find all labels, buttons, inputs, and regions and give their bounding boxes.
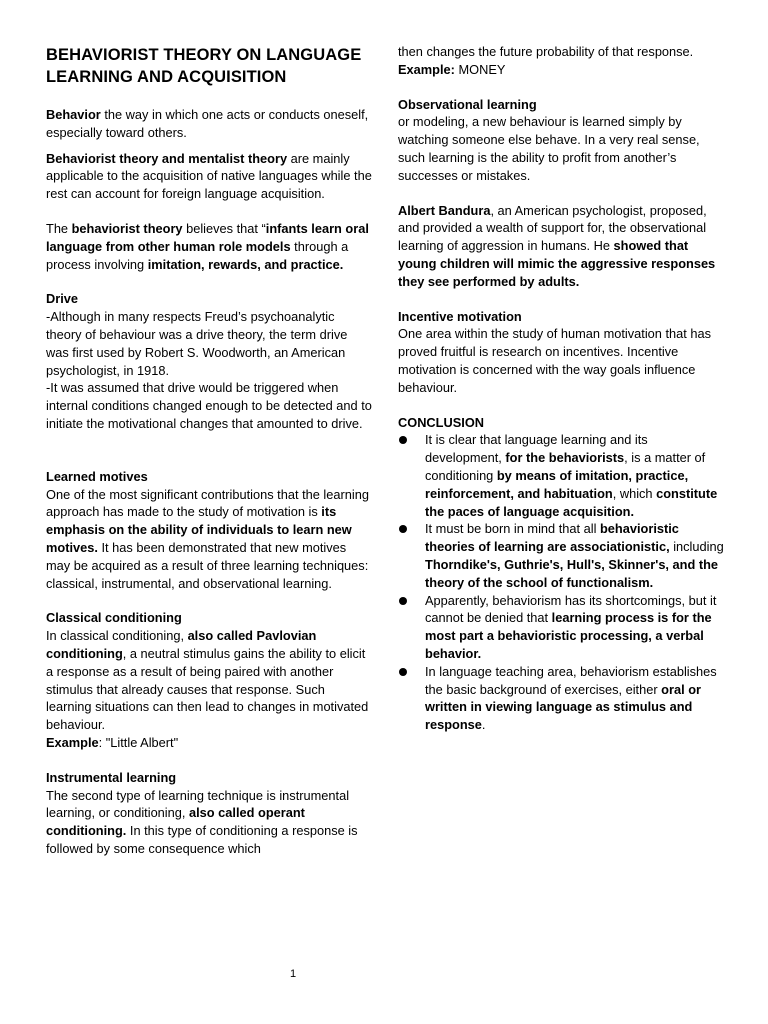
title-line-1: BEHAVIORIST THEORY ON LANGUAGE xyxy=(46,46,362,64)
text: including xyxy=(669,539,724,555)
list-item xyxy=(398,431,728,520)
document-title xyxy=(46,44,372,88)
bold-term: Behavior xyxy=(46,107,101,122)
text: , an American psychologist, proposed, and provided a wealth of support for, the observational learning of aggression in humans. He xyxy=(398,202,707,254)
text: One of the most significant contributions that the learning approach has made to the study of motivation is xyxy=(46,486,369,520)
classical-conditioning-paragraph xyxy=(46,627,372,734)
text: MONEY xyxy=(454,61,506,77)
bold-term: also called operant conditioning. xyxy=(46,805,305,839)
instrumental-example xyxy=(398,61,728,79)
classical-conditioning-example xyxy=(46,734,372,752)
incentive-motivation-heading: Incentive motivation xyxy=(398,308,522,324)
bold-term: imitation, rewards, and practice. xyxy=(147,256,344,272)
bold-term: behaviorist theory xyxy=(71,220,183,236)
theories-paragraph xyxy=(46,150,372,203)
bandura-paragraph xyxy=(398,202,728,291)
text: , which xyxy=(612,485,657,501)
bold-term: infants learn oral language from other human role models xyxy=(46,220,369,254)
right-column xyxy=(398,43,728,734)
text: In this type of conditioning a response is followed by some consequence which xyxy=(46,823,358,856)
list-item xyxy=(398,520,728,591)
bold-term: learning process is for the most part a behavioristic processing, a verbal behavior. xyxy=(425,610,712,661)
text: In classical conditioning, xyxy=(46,628,188,644)
list-item xyxy=(398,663,728,734)
behavior-definition xyxy=(46,106,372,142)
bold-term: Example: xyxy=(398,61,455,77)
text: In language teaching area, behaviorism establishes the basic background of exercises, either xyxy=(425,663,717,697)
bullet-icon xyxy=(399,436,407,444)
text: It has been demonstrated that new motives may be acquired as a result of three learning techniques: classical, instrumental, and observational learning. xyxy=(46,539,369,591)
instrumental-learning-heading: Instrumental learning xyxy=(46,769,177,785)
bold-term: by means of imitation, practice, reinforcement, and habituation xyxy=(425,467,689,501)
bold-term: Behaviorist theory and mentalist theory xyxy=(46,150,288,166)
drive-heading: Drive xyxy=(46,291,79,307)
conclusion-list xyxy=(398,431,728,734)
text: the way in which one acts or conducts oneself, especially toward others. xyxy=(46,107,369,140)
text: The second type of learning technique is instrumental learning, or conditioning, xyxy=(46,787,350,821)
conclusion-heading: CONCLUSION xyxy=(398,414,485,430)
bullet-icon xyxy=(399,597,407,605)
bold-term: constitute the paces of language acquisition. xyxy=(425,485,718,519)
bullet-icon xyxy=(399,525,407,533)
bold-term: oral or written in viewing language as stimulus and response xyxy=(425,681,701,733)
text: are mainly applicable to the acquisition of native languages while the rest can account for foreign language acquisition. xyxy=(46,150,372,202)
text: Apparently, behaviorism has its shortcomings, but it cannot be denied that xyxy=(425,592,717,626)
bold-term: Thorndike's, Guthrie's, Hull's, Skinner's, and the theory of the school of functionalism. xyxy=(425,556,719,590)
text: It is clear that language learning and its development, xyxy=(425,432,648,466)
observational-learning-paragraph: or modeling, a new behaviour is learned simply by watching someone else behave. In a very real sense, such learning is the ability to profit from another’s successes or mistakes. xyxy=(398,114,700,183)
drive-paragraph-2: -It was assumed that drive would be triggered when internal conditions changed enough to be detected and to initiate the motivational changes that amounted to drive. xyxy=(46,380,372,431)
bold-term: also called Pavlovian conditioning xyxy=(46,628,317,661)
behaviorist-theory-paragraph xyxy=(46,220,372,273)
left-column xyxy=(46,44,372,858)
text: , a neutral stimulus gains the ability to elicit a response as a result of being paired with another stimulus that already causes that response. Such learning situations can then lead to changes in motivated behaviour. xyxy=(46,645,369,733)
bold-term: for the behaviorists xyxy=(505,450,625,466)
title-line-2: LEARNING AND ACQUISITION xyxy=(46,68,287,86)
incentive-motivation-paragraph: One area within the study of human motivation that has proved fruitful is research on incentives. Incentive motivation is concerned with the way goals influence behaviour. xyxy=(398,326,711,395)
bold-term: its emphasis on the ability of individuals to learn new motives. xyxy=(46,504,352,555)
drive-paragraph-1: -Although in many respects Freud’s psychoanalytic theory of behaviour was a drive theory, the term drive was first used by Robert S. Woodworth, an American psychologist, in 1918. xyxy=(46,309,348,378)
instrumental-learning-paragraph xyxy=(46,787,372,858)
text: . xyxy=(481,717,486,733)
text: , is a matter of conditioning xyxy=(425,450,706,483)
learned-motives-paragraph xyxy=(46,486,372,593)
bold-term: Example xyxy=(46,734,99,750)
text: believes that “ xyxy=(182,220,266,236)
text: through a process involving xyxy=(46,238,349,272)
learned-motives-heading: Learned motives xyxy=(46,468,148,484)
bullet-icon xyxy=(399,668,407,676)
observational-learning-heading: Observational learning xyxy=(398,96,537,112)
text: : "Little Albert" xyxy=(98,734,179,750)
list-item xyxy=(398,592,728,663)
bold-term: showed that young children will mimic the aggressive responses they see performed by adults. xyxy=(398,238,716,289)
bold-term: behavioristic theories of learning are associationistic, xyxy=(425,521,679,555)
classical-conditioning-heading: Classical conditioning xyxy=(46,610,182,626)
instrumental-learning-continuation: then changes the future probability of that response. xyxy=(398,44,694,59)
text: The xyxy=(46,220,72,236)
text: It must be born in mind that all xyxy=(425,521,600,537)
page-number: 1 xyxy=(289,968,297,980)
bold-term: Albert Bandura xyxy=(398,202,491,218)
